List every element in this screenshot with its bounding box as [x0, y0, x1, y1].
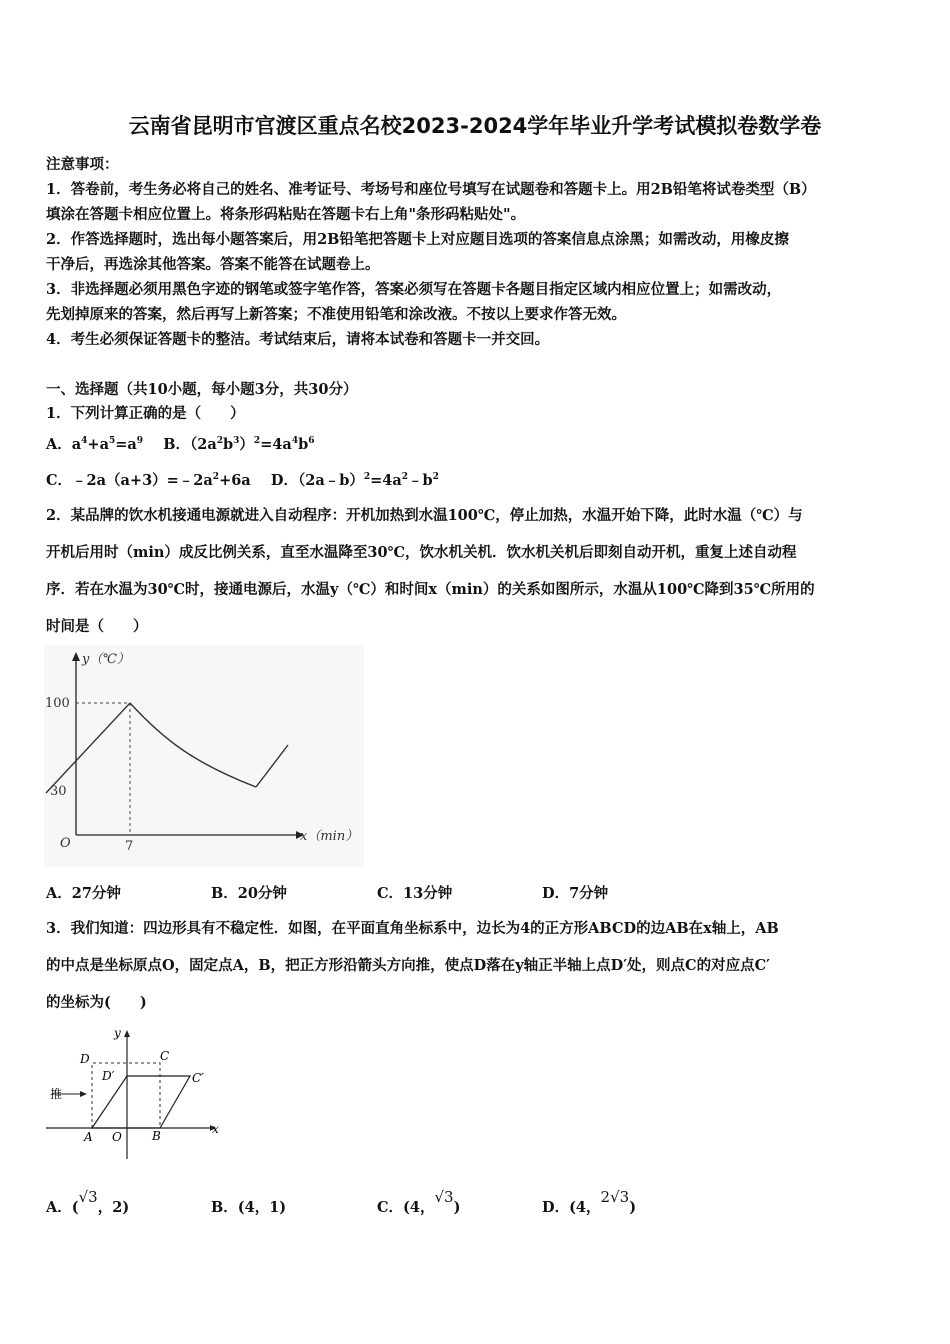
q3-label-x: x — [212, 1122, 219, 1136]
notice-line: 1．答卷前，考生务必将自己的姓名、准考证号、考场号和座位号填写在试题卷和答题卡上。用2B铅笔将试卷类型（B） — [46, 181, 816, 198]
notice-line: 先划掉原来的答案，然后再写上新答案；不准使用铅笔和涂改液。不按以上要求作答无效。 — [46, 306, 626, 323]
q3-pushed-parallelogram — [92, 1076, 190, 1128]
q3-label-d-prime: D′ — [102, 1069, 115, 1083]
q1-options-cd: C．$﹣2a(a+3)=﹣2a^2+6a$ D．$(2a﹣b)^2=4a^2﹣b^2$ — [46, 472, 439, 489]
q2-stem-line: 开机后用时（min）成反比例关系，直至水温降至30℃，饮水机关机．饮水机关机后即刻自动开机，重复上述自动程 — [46, 544, 797, 561]
q2-x-axis-label: x（min） — [300, 829, 359, 844]
q2-option-d: D．7分钟 — [542, 885, 609, 902]
q2-tick-7: 7 — [125, 839, 134, 854]
q2-tick-100: 100 — [45, 696, 70, 711]
q3-stem-line: 的坐标为( ) — [46, 994, 147, 1011]
q2-y-axis-label: y（℃） — [82, 652, 130, 667]
q1-stem: 1．下列计算正确的是（ ） — [46, 405, 245, 422]
q3-option-a: A．(√3，2) — [46, 1188, 130, 1216]
q2-option-c: C．13分钟 — [377, 885, 453, 902]
q3-label-c: C — [160, 1049, 170, 1063]
notice-line: 4．考生必须保证答题卡的整洁。考试结束后，请将本试卷和答题卡一并交回。 — [46, 331, 550, 348]
q1-options-ab: A．$a^4+a^5=a^9$ B．$(2a^2b^3)^2=4a^4b^6$ — [46, 436, 315, 453]
q3-label-y: y — [114, 1026, 121, 1040]
q2-temperature-graph — [44, 645, 364, 867]
q2-option-a: A．27分钟 — [46, 885, 121, 902]
notice-line: 2．作答选择题时，选出每小题答案后，用2B铅笔把答题卡上对应题目选项的答案信息点涂黑；如需改动，用橡皮擦 — [46, 231, 789, 248]
q3-label-o: O — [112, 1130, 122, 1144]
q3-square-figure — [44, 1025, 224, 1163]
q3-option-c: C．(4，√3) — [377, 1188, 461, 1216]
notice-line: 干净后，再选涂其他答案。答案不能答在试题卷上。 — [46, 256, 380, 273]
notice-line: 3．非选择题必须用黑色字迹的钢笔或签字笔作答，答案必须写在答题卡各题目指定区域内相应位置上；如需改动， — [46, 281, 782, 298]
q2-stem-line: 2．某品牌的饮水机接通电源就进入自动程序：开机加热到水温100℃，停止加热，水温开始下降，此时水温（℃）与 — [46, 507, 803, 524]
q3-label-b: B — [152, 1129, 161, 1143]
q2-tick-30: 30 — [50, 784, 67, 799]
q2-origin-label: O — [60, 836, 71, 851]
q2-stem-line: 序．若在水温为30℃时，接通电源后，水温y（℃）和时间x（min）的关系如图所示，水温从100℃降到35℃所用的 — [46, 581, 815, 598]
q2-option-b: B．20分钟 — [211, 885, 287, 902]
q2-stem-line: 时间是（ ） — [46, 618, 148, 635]
q3-option-d: D．(4，2√3) — [542, 1188, 637, 1216]
q3-stem-line: 3．我们知道：四边形具有不稳定性．如图，在平面直角坐标系中，边长为4的正方形ABCD的边AB在x轴上，AB — [46, 920, 779, 937]
q3-label-push: 推 — [50, 1087, 63, 1101]
q3-label-c-prime: C′ — [192, 1071, 204, 1085]
notice-heading: 注意事项： — [46, 156, 119, 173]
q3-stem-line: 的中点是坐标原点O，固定点A，B，把正方形沿箭头方向推，使点D落在y轴正半轴上点D′处，则点C的对应点C′ — [46, 957, 770, 974]
section-heading: 一、选择题（共10小题，每小题3分，共30分） — [46, 381, 358, 398]
notice-line: 填涂在答题卡相应位置上。将条形码粘贴在答题卡右上角"条形码粘贴处"。 — [46, 206, 526, 223]
page-title: 云南省昆明市官渡区重点名校2023-2024学年毕业升学考试模拟卷数学卷 — [128, 114, 822, 138]
q3-label-d: D — [80, 1052, 90, 1066]
q3-label-a: A — [84, 1130, 93, 1144]
q3-option-b: B．(4，1) — [211, 1199, 287, 1216]
